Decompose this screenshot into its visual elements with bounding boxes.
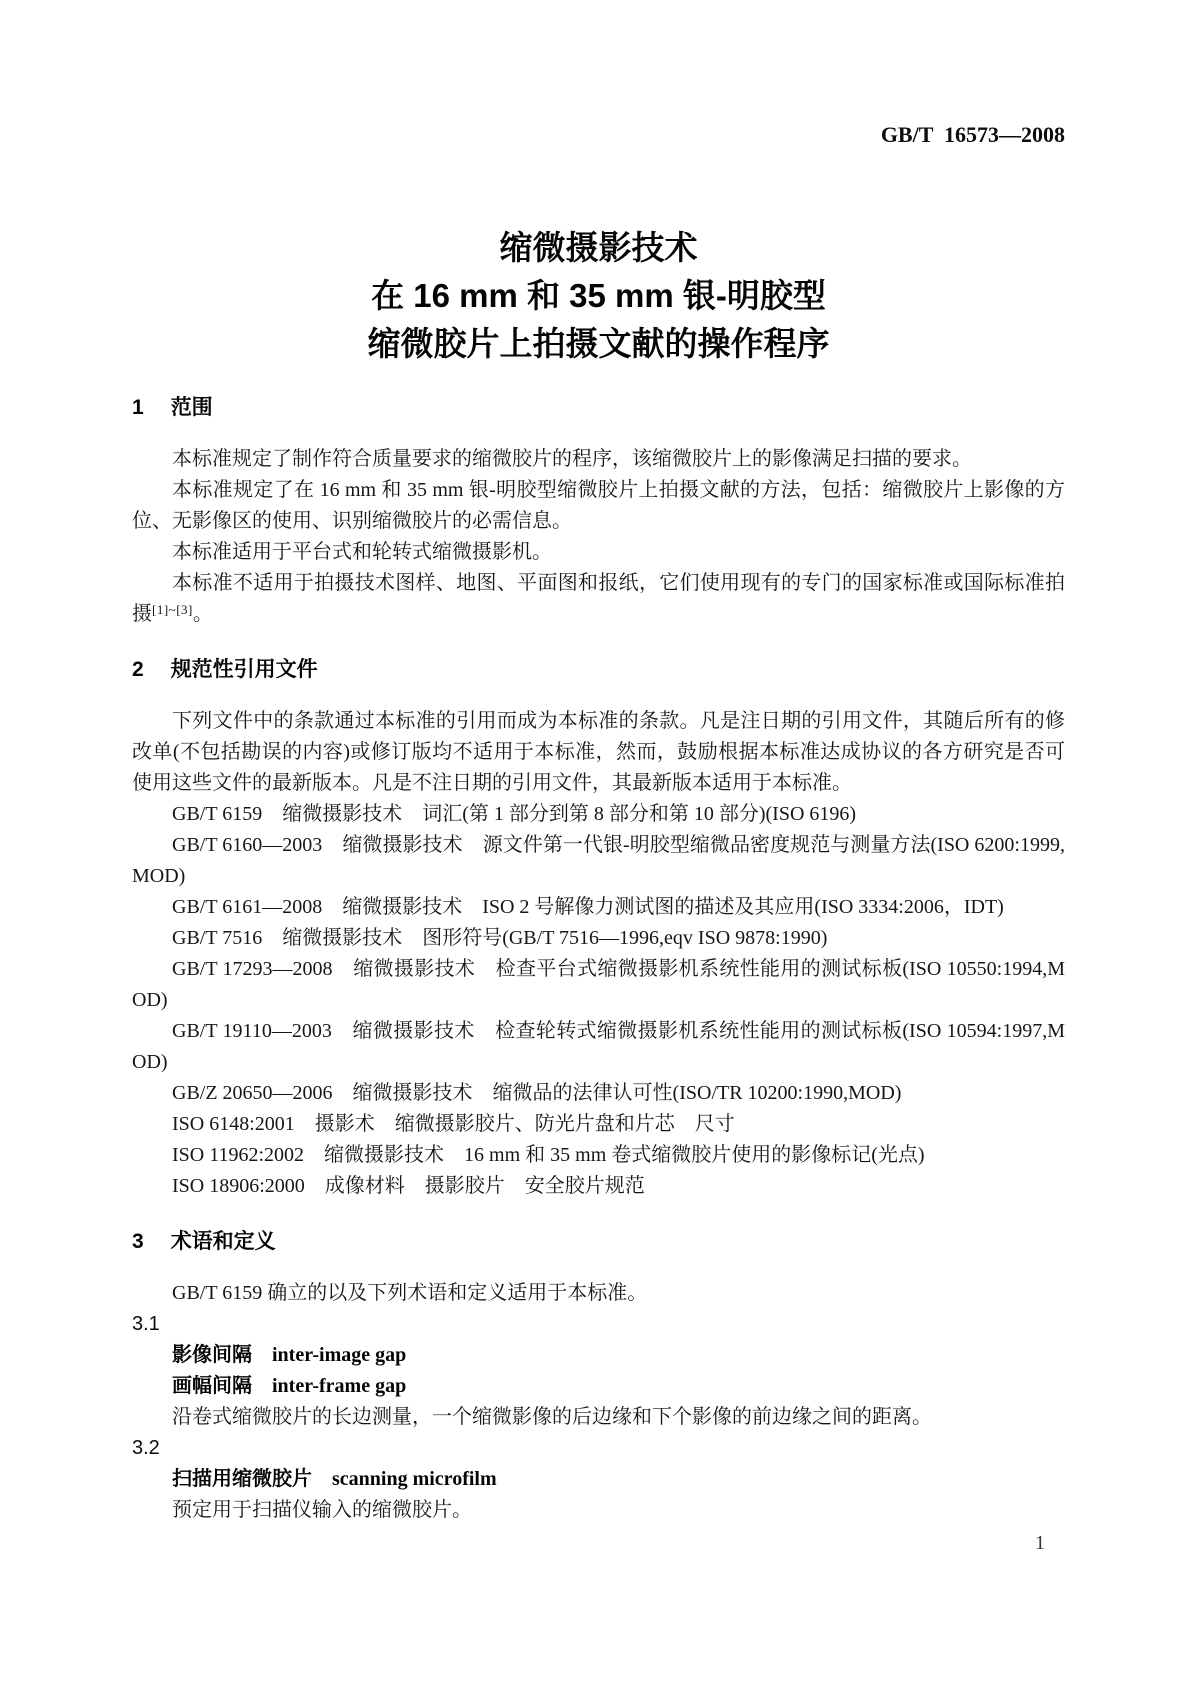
reference-item: ISO 6148:2001 摄影术 缩微摄影胶片、防光片盘和片芯 尺寸	[172, 1113, 735, 1135]
term-3-2-id: 3.2	[132, 1437, 160, 1459]
section-3-heading	[132, 1229, 1065, 1255]
reference-item: GB/T 17293—2008 缩微摄影技术 检查平台式缩微摄影机系统性能用的测试标板(ISO 10550:1994,MOD)	[132, 958, 1065, 1011]
term-3-2-name: 扫描用缩微胶片 scanning microfilm	[172, 1468, 497, 1490]
section-3-number: 3	[132, 1230, 144, 1253]
term-3-1-name: 影像间隔 inter-image gap	[172, 1344, 407, 1366]
reference-item: ISO 18906:2000 成像材料 摄影胶片 安全胶片规范	[172, 1175, 645, 1197]
scope-paragraph: 本标准规定了在 16 mm 和 35 mm 银-明胶型缩微胶片上拍摄文献的方法，包括：缩微胶片上影像的方位、无影像区的使用、识别缩微胶片的必需信息。	[132, 479, 1065, 532]
footnote-reference: [1]~[3]	[152, 602, 193, 617]
standard-code: GB/T 16573—2008	[880, 122, 1065, 147]
reference-item: GB/T 6159 缩微摄影技术 词汇(第 1 部分到第 8 部分和第 10 部分)(ISO 6196)	[172, 803, 857, 825]
section-2-heading	[132, 657, 1065, 683]
reference-item: GB/Z 20650—2006 缩微摄影技术 缩微品的法律认可性(ISO/TR 10200:1990,MOD)	[172, 1082, 902, 1104]
reference-item: GB/T 6160—2003 缩微摄影技术 源文件第一代银-明胶型缩微品密度规范与测量方法(ISO 6200:1999,MOD)	[132, 834, 1065, 887]
title-line-2: 在 16 mm 和 35 mm 银-明胶型	[371, 277, 826, 314]
section-2-number: 2	[132, 658, 144, 681]
term-3-1-name-alt: 画幅间隔 inter-frame gap	[172, 1375, 407, 1397]
scope-paragraph-period: 。	[192, 603, 213, 625]
section-1-title: 范围	[170, 396, 213, 419]
reference-item: ISO 11962:2002 缩微摄影技术 16 mm 和 35 mm 卷式缩微胶片使用的影像标记(光点)	[172, 1144, 925, 1166]
page-number: 1	[1035, 1532, 1045, 1554]
term-3-2-definition: 预定用于扫描仪输入的缩微胶片。	[172, 1499, 472, 1521]
section-1-number: 1	[132, 396, 144, 419]
term-3-1-id: 3.1	[132, 1313, 160, 1335]
title-line-3: 缩微胶片上拍摄文献的操作程序	[367, 325, 830, 362]
section-3-title: 术语和定义	[170, 1230, 276, 1253]
scope-paragraph: 本标准规定了制作符合质量要求的缩微胶片的程序，该缩微胶片上的影像满足扫描的要求。	[172, 448, 972, 470]
reference-item: GB/T 19110—2003 缩微摄影技术 检查轮转式缩微摄影机系统性能用的测试标板(ISO 10594:1997,MOD)	[132, 1020, 1065, 1073]
scope-paragraph-text: 本标准不适用于拍摄技术图样、地图、平面图和报纸，它们使用现有的专门的国家标准或国际标准拍摄	[132, 572, 1065, 625]
term-3-1-definition: 沿卷式缩微胶片的长边测量，一个缩微影像的后边缘和下个影像的前边缘之间的距离。	[172, 1406, 932, 1428]
reference-item: GB/T 7516 缩微摄影技术 图形符号(GB/T 7516—1996,eqv ISO 9878:1990)	[172, 927, 828, 949]
scope-paragraph: 本标准适用于平台式和轮转式缩微摄影机。	[172, 541, 552, 563]
scope-paragraph-with-footnote	[132, 568, 1065, 630]
terms-intro: GB/T 6159 确立的以及下列术语和定义适用于本标准。	[172, 1282, 648, 1304]
reference-item: GB/T 6161—2008 缩微摄影技术 ISO 2 号解像力测试图的描述及其应用(ISO 3334:2006，IDT)	[172, 896, 1004, 918]
section-2-title: 规范性引用文件	[170, 658, 318, 681]
title-line-1: 缩微摄影技术	[499, 229, 698, 266]
document-title	[132, 224, 1065, 368]
section-1-heading	[132, 395, 1065, 421]
references-intro: 下列文件中的条款通过本标准的引用而成为本标准的条款。凡是注日期的引用文件，其随后所有的修改单(不包括勘误的内容)或修订版均不适用于本标准，然而，鼓励根据本标准达成协议的各方研究是否可使用这些文件的最新版本。凡是不注日期的引用文件，其最新版本适用于本标准。	[132, 710, 1065, 794]
